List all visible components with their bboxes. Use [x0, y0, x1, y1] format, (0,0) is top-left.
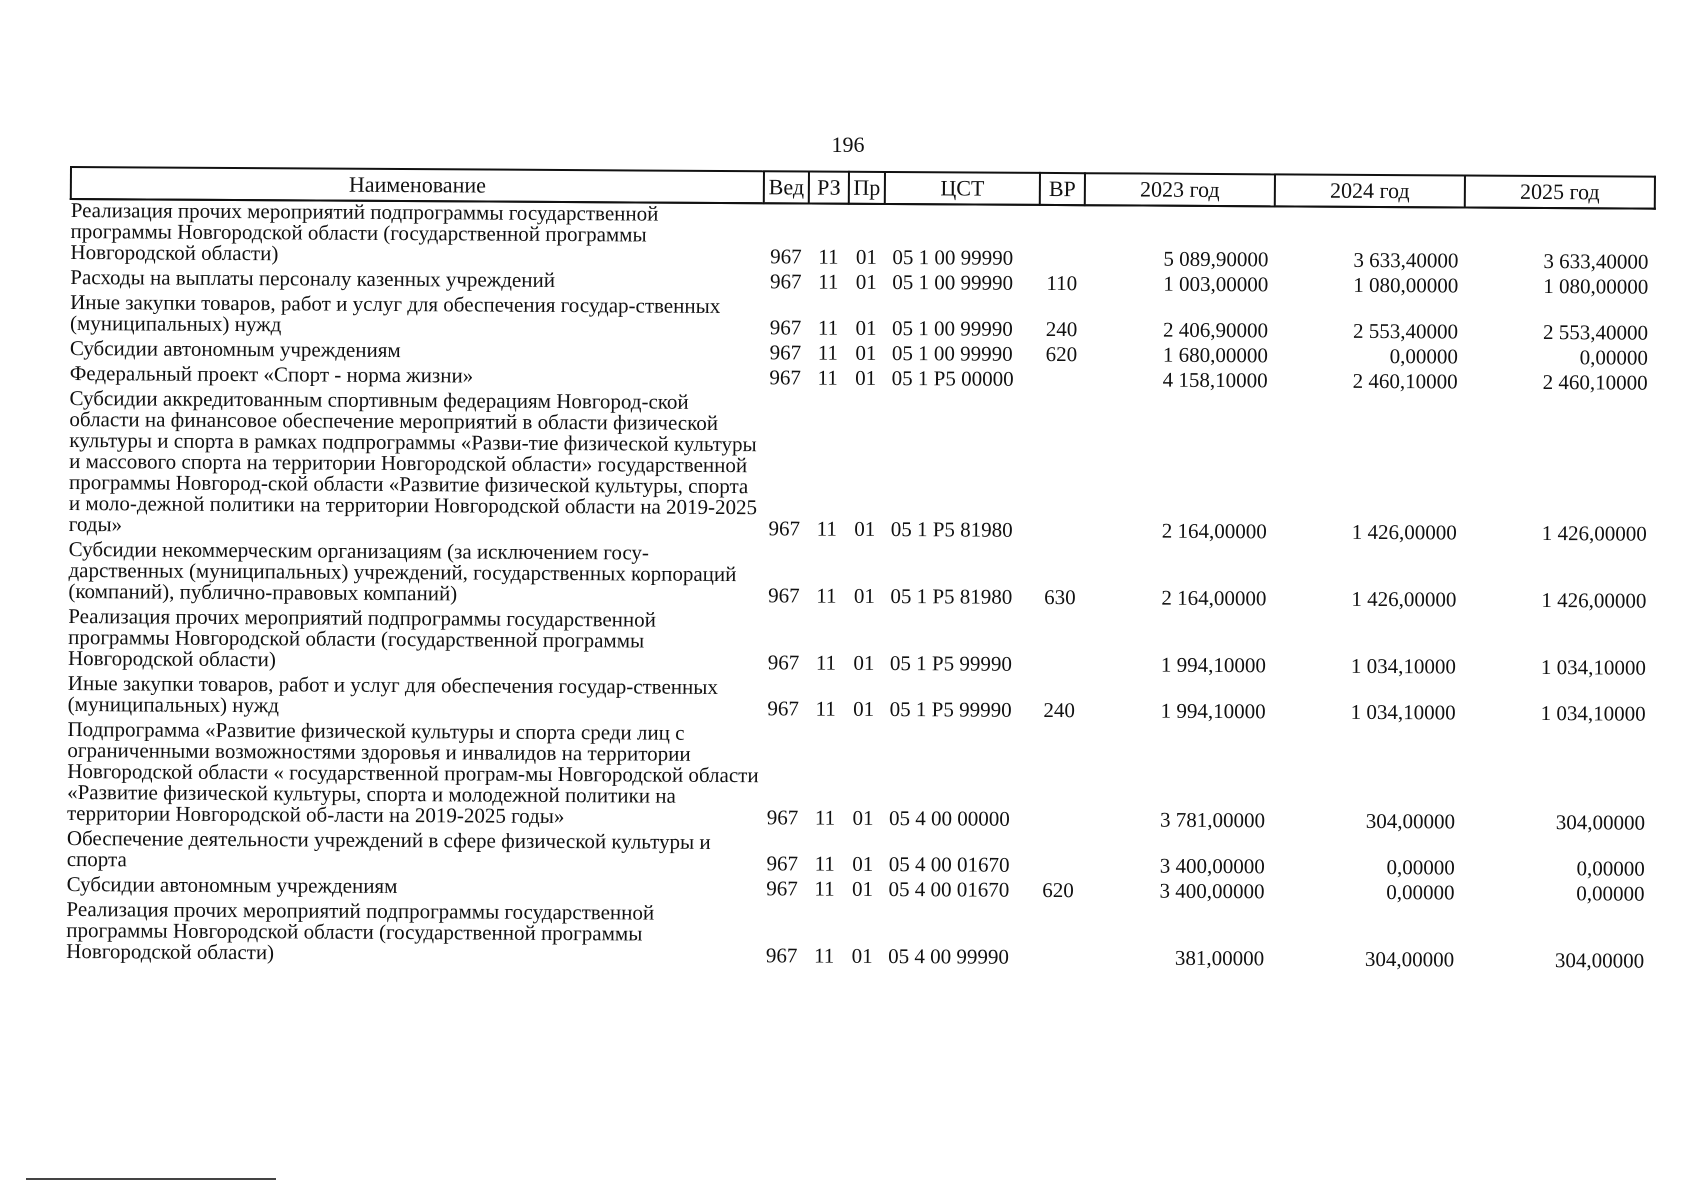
cell-cst: 05 1 P5 99990 — [889, 651, 1012, 676]
cell-cst: 05 1 P5 81980 — [890, 584, 1013, 609]
cell-y2025: 1 426,00000 — [1541, 587, 1647, 613]
cell-name: Субсидии некоммерческим организациям (за исключением госу-дарственных (муниципальных) учреждений, государственных корпораций (компаний), публично-правовых компаний) — [68, 536, 737, 606]
cell-pr: 01 — [855, 340, 877, 365]
header-vr: ВР — [1040, 173, 1085, 205]
cell-name: Реализация прочих мероприятий подпрограммы государственной программы Новгородской области (государственной программы Новгородской области) — [67, 603, 657, 672]
cell-ved: 967 — [766, 876, 798, 901]
cell-rz: 11 — [815, 650, 837, 675]
cell-ved: 967 — [769, 269, 802, 294]
cell-y2024: 2 553,40000 — [1352, 318, 1459, 344]
cell-rz: 11 — [817, 340, 839, 365]
cell-y2023: 5 089,90000 — [1163, 246, 1269, 272]
cell-name: Субсидии аккредитованным спортивным федерациям Новгород-ской области на финансовое обеспечение мероприятий в области физической культуры и спорта в рамках подпрограммы «Разви-тие физической культуры и массового спорта на территории Новгородской области» государственной программы Новгород-ской области «Развитие физической культуры, спорта и моло-дежной политики на территории Новгородской области на 2019-2025 годы» — [68, 386, 758, 537]
cell-cst: 05 4 00 01670 — [888, 877, 1010, 902]
table-body — [66, 199, 1655, 976]
cell-y2025: 2 553,40000 — [1542, 320, 1649, 345]
footer-rule — [26, 1178, 276, 1180]
cell-y2023: 1 994,10000 — [1160, 698, 1266, 724]
cell-ved: 967 — [766, 805, 799, 830]
cell-name: Реализация прочих мероприятий подпрограммы государственной программы Новгородской области (государственной программы Новгородской области) — [66, 896, 655, 965]
cell-y2023: 3 400,00000 — [1159, 878, 1265, 904]
cell-rz: 11 — [818, 269, 839, 294]
cell-vr: 620 — [1045, 341, 1078, 367]
cell-vr — [1038, 394, 1084, 545]
cell-pr: 01 — [852, 876, 874, 901]
cell-rz: 11 — [814, 851, 835, 876]
cell-pr: 01 — [853, 650, 875, 675]
cell-vr — [1035, 905, 1080, 972]
cell-rz: 11 — [813, 943, 835, 968]
cell-y2023: 2 164,00000 — [1161, 585, 1267, 611]
cell-pr: 01 — [855, 315, 877, 340]
header-rz: РЗ — [809, 172, 849, 204]
cell-ved: 967 — [765, 943, 798, 968]
cell-y2024: 3 633,40000 — [1353, 247, 1459, 273]
cell-y2025: 2 460,10000 — [1542, 370, 1648, 395]
cell-rz: 11 — [817, 365, 838, 390]
cell-y2023: 1 680,00000 — [1162, 342, 1268, 368]
cell-pr: 01 — [855, 269, 877, 294]
cell-vr: 240 — [1043, 697, 1076, 723]
cell-vr — [1036, 725, 1082, 834]
cell-y2024: 2 460,10000 — [1352, 368, 1458, 394]
table-row — [67, 719, 1652, 838]
cell-name: Федеральный проект «Спорт - норма жизни» — [69, 361, 474, 388]
cell-y2024: 0,00000 — [1389, 344, 1458, 369]
cell-cst: 05 1 P5 81980 — [890, 517, 1013, 542]
cell-vr: 110 — [1046, 270, 1078, 296]
cell-y2024: 1 426,00000 — [1351, 586, 1457, 612]
budget-table — [65, 166, 1656, 976]
cell-vr — [1039, 205, 1084, 273]
cell-y2025: 304,00000 — [1555, 810, 1646, 835]
cell-cst: 05 4 00 99990 — [888, 944, 1010, 969]
cell-rz: 11 — [818, 244, 839, 269]
cell-ved: 967 — [769, 315, 802, 340]
cell-name: Расходы на выплаты персоналу казенных учреждений — [70, 265, 556, 292]
cell-pr: 01 — [853, 696, 875, 721]
table-row — [70, 199, 1654, 277]
cell-rz: 11 — [817, 315, 839, 340]
cell-ved: 967 — [767, 696, 800, 721]
cell-pr: 01 — [852, 805, 874, 830]
cell-y2024: 1 426,00000 — [1351, 519, 1457, 545]
cell-y2025: 304,00000 — [1554, 948, 1645, 973]
cell-y2023: 1 003,00000 — [1163, 271, 1269, 297]
cell-pr: 01 — [855, 365, 877, 390]
cell-y2023: 2 164,00000 — [1161, 518, 1267, 544]
cell-rz: 11 — [816, 516, 837, 541]
cell-name: Субсидии автономным учреждениям — [69, 336, 401, 363]
cell-vr — [1036, 834, 1081, 880]
table-row — [68, 539, 1652, 616]
cell-rz: 11 — [816, 583, 837, 608]
cell-pr: 01 — [853, 583, 875, 608]
cell-rz: 11 — [814, 805, 836, 830]
cell-name: Реализация прочих мероприятий подпрограммы государственной программы Новгородской области (государственной программы Новгородской области) — [70, 198, 659, 266]
cell-rz: 11 — [814, 876, 835, 901]
cell-ved: 967 — [769, 365, 802, 390]
cell-y2025: 1 426,00000 — [1541, 520, 1647, 546]
cell-cst: 05 4 00 00000 — [888, 806, 1010, 831]
cell-y2023: 3 781,00000 — [1159, 807, 1266, 833]
header-2024: 2024 год — [1275, 174, 1465, 207]
header-2023: 2023 год — [1085, 173, 1275, 206]
budget-table-sheet — [65, 166, 1655, 976]
cell-cst: 05 1 00 99990 — [892, 245, 1014, 270]
cell-y2024: 0,00000 — [1386, 855, 1455, 880]
cell-y2025: 0,00000 — [1579, 345, 1648, 370]
cell-y2024: 1 034,10000 — [1350, 699, 1456, 725]
cell-y2025: 1 080,00000 — [1543, 274, 1649, 299]
table-row — [66, 899, 1650, 976]
cell-pr: 01 — [852, 851, 874, 876]
cell-ved: 967 — [769, 340, 802, 365]
cell-name: Субсидии автономным учреждениям — [66, 871, 398, 899]
cell-y2024: 1 080,00000 — [1353, 272, 1459, 298]
cell-vr — [1037, 612, 1082, 679]
cell-y2023: 2 406,90000 — [1162, 317, 1269, 343]
cell-y2025: 1 034,10000 — [1540, 654, 1647, 680]
cell-ved: 967 — [768, 516, 801, 541]
cell-cst: 05 4 00 01670 — [888, 852, 1010, 877]
cell-pr: 01 — [854, 516, 876, 541]
page-number: 196 — [831, 132, 865, 157]
cell-vr: 240 — [1045, 316, 1078, 342]
cell-pr: 01 — [851, 943, 873, 968]
cell-y2023: 4 158,10000 — [1162, 367, 1268, 393]
cell-name: Иные закупки товаров, работ и услуг для обеспечения государ-ственных (муниципальных) нужд — [67, 670, 719, 718]
cell-cst: 05 1 P5 99990 — [889, 697, 1012, 722]
cell-y2025: 0,00000 — [1576, 856, 1645, 881]
header-name: Наименование — [71, 167, 764, 203]
cell-cst: 05 1 00 99990 — [892, 270, 1014, 295]
cell-y2024: 304,00000 — [1365, 808, 1456, 834]
cell-y2024: 0,00000 — [1386, 880, 1455, 905]
header-2025: 2025 год — [1465, 176, 1655, 209]
cell-y2023: 3 400,00000 — [1159, 853, 1265, 879]
cell-vr: 620 — [1042, 877, 1074, 903]
header-ved: Вед — [764, 171, 809, 203]
cell-ved: 967 — [766, 851, 799, 876]
cell-name: Подпрограмма «Развитие физической культуры и спорта среди лиц с ограниченными возможностями здоровья и инвалидов на территории Новгородской области « государственной програм-мы Новгородской области «Развитие физической культуры, спорта и молодежной политики на территории Новгородской об-ласти на 2019-2025 годы» — [66, 716, 759, 829]
header-cst: ЦСТ — [885, 172, 1040, 205]
cell-vr — [1039, 369, 1084, 394]
header-pr: Пр — [849, 172, 885, 204]
cell-cst: 05 1 P5 00000 — [891, 366, 1014, 391]
cell-y2025: 0,00000 — [1576, 881, 1645, 906]
cell-cst: 05 1 00 99990 — [891, 316, 1013, 341]
cell-ved: 967 — [768, 583, 800, 608]
cell-y2024: 1 034,10000 — [1350, 653, 1457, 679]
cell-ved: 967 — [770, 244, 802, 269]
cell-y2024: 304,00000 — [1364, 946, 1455, 972]
cell-name: Обеспечение деятельности учреждений в сфере физической культуры и спорта — [66, 825, 711, 872]
cell-cst: 05 1 00 99990 — [891, 341, 1013, 366]
cell-ved: 967 — [767, 650, 800, 675]
cell-y2023: 381,00000 — [1174, 945, 1265, 971]
cell-rz: 11 — [815, 696, 836, 721]
table-row — [68, 606, 1652, 683]
cell-y2023: 1 994,10000 — [1160, 652, 1267, 678]
table-row — [69, 388, 1654, 549]
cell-pr: 01 — [855, 244, 878, 269]
cell-y2025: 1 034,10000 — [1540, 700, 1646, 726]
cell-name: Иные закупки товаров, работ и услуг для обеспечения государ-ственных (муниципальных) нужд — [69, 290, 721, 337]
cell-vr: 630 — [1044, 584, 1076, 610]
cell-y2025: 3 633,40000 — [1543, 249, 1649, 274]
